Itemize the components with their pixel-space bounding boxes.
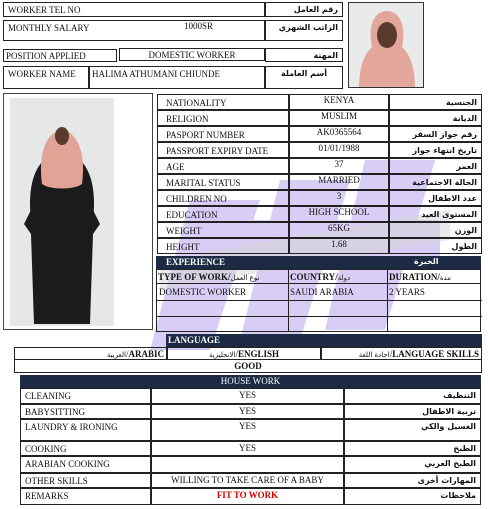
- worker-tel-label-cell: [3, 2, 265, 17]
- detail-value: HIGH SCHOOL: [289, 206, 389, 222]
- lang-skills-cell: اجادة اللغة/LANGUAGE SKILLS: [321, 347, 482, 360]
- detail-ar: الطول: [389, 238, 482, 254]
- detail-ar: تاريخ انتهاء جواز: [389, 142, 482, 158]
- housework-ar: الغسيل والكي: [344, 419, 481, 441]
- worker-full-photo: [3, 93, 153, 330]
- housework-value: FIT TO WORK: [151, 488, 344, 505]
- position-label-cell: [3, 49, 117, 62]
- exp-row-duration: 2 YEARS: [389, 287, 425, 297]
- lang-level-cell: [14, 360, 482, 373]
- detail-value: 01/01/1988: [289, 142, 389, 158]
- worker-tel-label: WORKER TEL NO: [8, 5, 81, 15]
- detail-value: 1.68: [289, 238, 389, 254]
- detail-label: CHILDREN NO: [157, 190, 289, 206]
- detail-label: EDUCATION: [157, 206, 289, 222]
- detail-value: KENYA: [289, 94, 389, 110]
- detail-ar: المستوى العيد: [389, 206, 482, 222]
- housework-header-bar: [20, 375, 481, 388]
- name-ar: أسم العاملة: [280, 69, 327, 78]
- name-ar-cell: [265, 66, 343, 89]
- worker-headshot-photo: [348, 2, 424, 88]
- housework-label: COOKING: [20, 441, 151, 456]
- housework-value: YES: [151, 404, 344, 419]
- detail-ar: عدد الاطفال: [389, 190, 482, 206]
- name-value: HALIMA ATHUMANI CHIUNDE: [92, 69, 220, 79]
- position-value-cell: [119, 48, 265, 61]
- experience-grid: [156, 284, 481, 332]
- housework-label: REMARKS: [20, 488, 151, 505]
- detail-ar: الجنسية: [389, 94, 482, 110]
- position-value: DOMESTIC WORKER: [148, 50, 236, 60]
- salary-ar-cell: [265, 20, 343, 41]
- experience-header-bar: [156, 256, 481, 269]
- housework-label: CLEANING: [20, 388, 151, 404]
- detail-value: 3: [289, 190, 389, 206]
- detail-label: HEIGHT: [157, 238, 289, 254]
- salary-label: MONTHLY SALARY: [8, 23, 90, 33]
- housework-table: [20, 388, 481, 506]
- housework-ar: المهارات أخرى: [344, 473, 481, 488]
- housework-label: LAUNDRY & IRONING: [20, 419, 151, 441]
- exp-divider: [288, 284, 289, 332]
- lang-arabic-cell: العربية/ARABIC: [14, 347, 167, 360]
- detail-label: PASSPORT EXPIRY DATE: [157, 142, 289, 158]
- position-ar-cell: [265, 48, 343, 62]
- detail-ar: العمر: [389, 158, 482, 174]
- housework-ar: التنظيف: [344, 388, 481, 404]
- language-header-bar: [166, 334, 482, 347]
- details-table: [157, 94, 482, 254]
- housework-title: HOUSE WORK: [220, 376, 281, 386]
- exp-col-type: TYPE OF WORK/نوع العمل: [156, 269, 288, 284]
- housework-ar: تربية الاطفال: [344, 404, 481, 419]
- housework-ar: الطبخ: [344, 441, 481, 456]
- detail-ar: رقم جواز السفر: [389, 126, 482, 142]
- housework-label: BABYSITTING: [20, 404, 151, 419]
- detail-ar: الحالة الاجتماعية: [389, 174, 482, 190]
- housework-label: OTHER SKILLS: [20, 473, 151, 488]
- housework-ar: ملاحظات: [344, 488, 481, 505]
- detail-ar: الديانة: [389, 110, 482, 126]
- worker-tel-ar-cell: [265, 2, 343, 17]
- housework-value: YES: [151, 388, 344, 404]
- detail-ar: الوزن: [389, 222, 482, 238]
- housework-value: [151, 456, 344, 473]
- headshot-image: [349, 3, 424, 88]
- salary-ar: الراتب الشهري: [278, 23, 338, 32]
- housework-label: ARABIAN COOKING: [20, 456, 151, 473]
- exp-row-country: SAUDI ARABIA: [290, 287, 354, 297]
- position-label: POSITION APPLIED: [6, 51, 86, 61]
- lang-english: ENGLISH: [237, 349, 279, 359]
- full-body-image: [4, 94, 153, 330]
- lang-arabic: ARABIC: [128, 349, 164, 359]
- detail-label: PASPORT NUMBER: [157, 126, 289, 142]
- detail-label: MARITAL STATUS: [157, 174, 289, 190]
- lang-english-level: GOOD: [234, 361, 262, 371]
- salary-value: 1000SR: [184, 21, 214, 31]
- worker-tel-ar: رقم العامل: [293, 5, 338, 14]
- salary-row: [3, 20, 265, 41]
- exp-row-type: DOMESTIC WORKER: [159, 287, 247, 297]
- detail-label: NATIONALITY: [157, 94, 289, 110]
- exp-col-country: COUNTRY/دولة: [288, 269, 387, 284]
- lang-skills: LANGUAGE SKILLS: [392, 349, 479, 359]
- housework-value: WILLING TO TAKE CARE OF A BABY: [151, 473, 344, 488]
- detail-value: AK0365564: [289, 126, 389, 142]
- exp-divider: [387, 284, 388, 332]
- housework-value: YES: [151, 419, 344, 441]
- exp-col-duration: DURATION/مدة: [387, 269, 481, 284]
- detail-label: RELIGION: [157, 110, 289, 126]
- detail-value: 65KG: [289, 222, 389, 238]
- lang-english-cell: الانجليزية/ENGLISH: [167, 347, 321, 360]
- exp-row-divider: [157, 316, 482, 317]
- detail-value: MARRIED: [289, 174, 389, 190]
- language-title: LANGUAGE: [168, 335, 221, 345]
- experience-title: EXPERIENCE: [166, 257, 226, 267]
- detail-label: AGE: [157, 158, 289, 174]
- housework-ar: الطبخ العربي: [344, 456, 481, 473]
- detail-value: 37: [289, 158, 389, 174]
- detail-value: MUSLIM: [289, 110, 389, 126]
- detail-label: WEIGHT: [157, 222, 289, 238]
- position-ar: المهنة: [313, 51, 338, 60]
- experience-title-ar: الخبرة: [414, 257, 439, 266]
- exp-row-divider: [157, 300, 482, 301]
- name-value-cell: [89, 66, 265, 89]
- name-label: WORKER NAME: [8, 69, 76, 79]
- housework-value: YES: [151, 441, 344, 456]
- name-label-cell: [3, 66, 89, 89]
